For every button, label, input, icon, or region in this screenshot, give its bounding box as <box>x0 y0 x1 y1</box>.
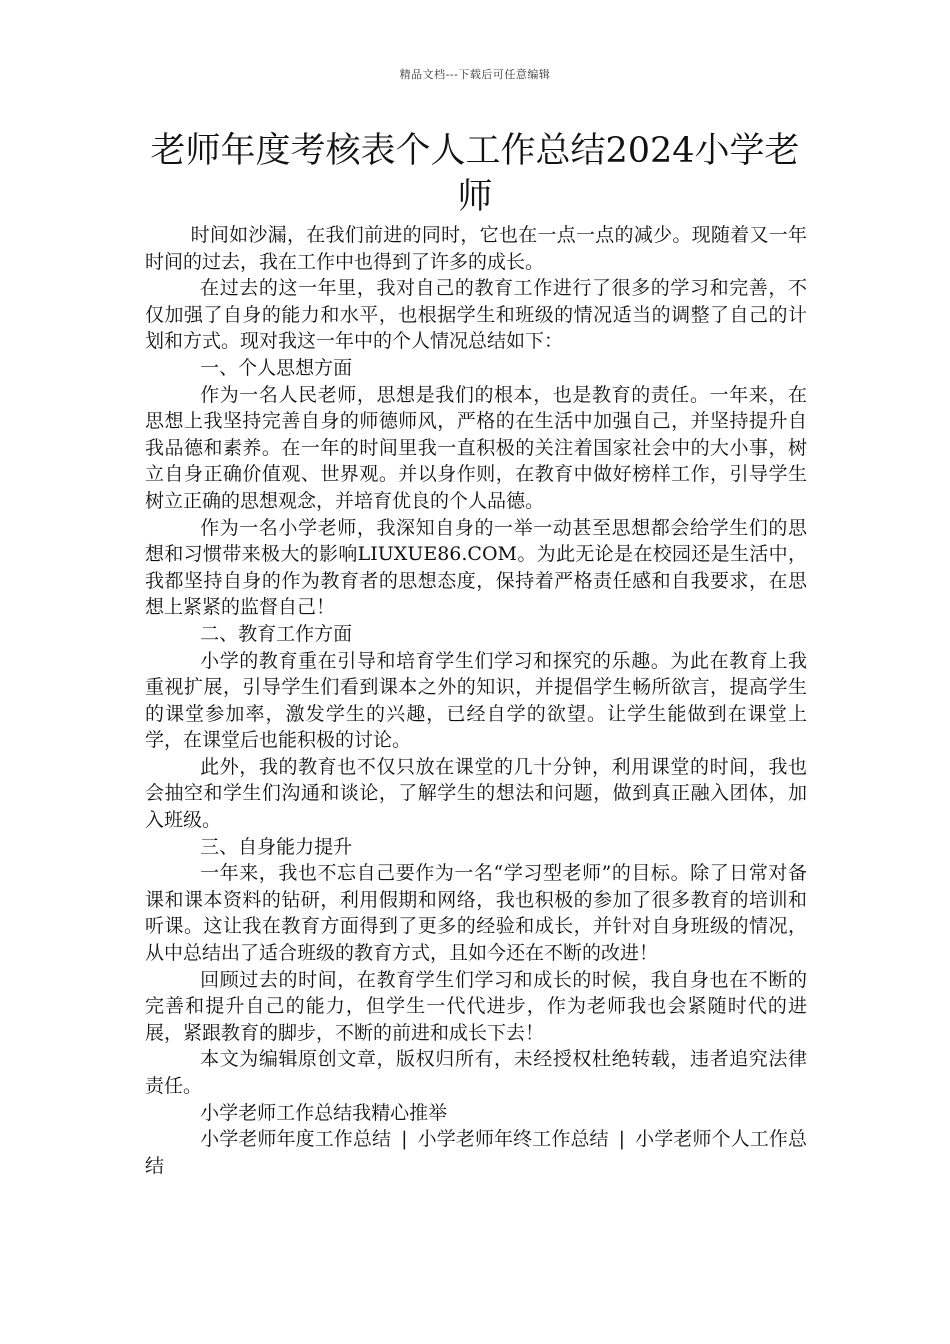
link-separator: | <box>618 1128 626 1151</box>
section-heading: 三、自身能力提升 <box>200 835 353 858</box>
page-title: 老师年度考核表个人工作总结2024小学老师 <box>150 131 800 217</box>
paragraph: 回顾过去的时间，在教育学生们学习和成长的时候，我自身也在不断的完善和提升自己的能力，但学生一代代进步，作为老师我也会紧随时代的进展，紧跟教育的脚步，不断的前进和成长下去！ <box>145 968 807 1044</box>
related-links <box>145 1126 807 1179</box>
paragraph: 小学的教育重在引导和培育学生们学习和探究的乐趣。为此在教育上我重视扩展，引导学生们看到课本之外的知识，并提倡学生畅所欲言，提高学生的课堂参加率，激发学生的兴趣，已经自学的欲望。让学生能做到在课堂上学，在课堂后也能积极的讨论。 <box>145 649 807 752</box>
related-link[interactable]: 小学老师个人工作总结 <box>145 1128 807 1177</box>
paragraph: 作为一名人民老师，思想是我们的根本，也是教育的责任。一年来，在思想上我坚持完善自身的师德师风，严格的在生活中加强自己，并坚持提升自我品德和素养。在一年的时间里我一直积极的关注着国家社会中的大小事，树立自身正确价值观、世界观。并以身作则，在教育中做好榜样工作，引导学生树立正确的思想观念，并培育优良的个人品德。 <box>145 383 807 512</box>
paragraph: 作为一名小学老师，我深知自身的一举一动甚至思想都会给学生们的思想和习惯带来极大的影响LIUXUE86.COM。为此无论是在校园还是生活中，我都坚持自身的作为教育者的思想态度，保持着严格责任感和自我要求，在思想上紧紧的监督自己！ <box>145 516 807 619</box>
header-note: 精品文档---下载后可任意编辑 <box>399 68 551 81</box>
link-separator: | <box>401 1128 408 1151</box>
section-heading: 一、个人思想方面 <box>200 356 353 379</box>
copyright-notice: 本文为编辑原创文章，版权归所有，未经授权杜绝转载，违者追究法律责任。 <box>145 1048 807 1097</box>
paragraph: 一年来，我也不忘自己要作为一名“学习型老师”的目标。除了日常对备课和课本资料的钻研，利用假期和网络，我也积极的参加了很多教育的培训和听课。这让我在教育方面得到了更多的经验和成长，并针对自身班级的情况，从中总结出了适合班级的教育方式，且如今还在不断的改进！ <box>145 862 807 965</box>
body-text <box>145 222 807 1179</box>
paragraph-intro: 时间如沙漏，在我们前进的同时，它也在一点一点的减少。现随着又一年时间的过去，我在工作中也得到了许多的成长。 <box>145 224 807 273</box>
paragraph: 在过去的这一年里，我对自己的教育工作进行了很多的学习和完善，不仅加强了自身的能力和水平，也根据学生和班级的情况适当的调整了自己的计划和方式。现对我这一年中的个人情况总结如下： <box>145 277 807 353</box>
section-heading: 二、教育工作方面 <box>200 622 353 645</box>
paragraph: 此外，我的教育也不仅只放在课堂的几十分钟，利用课堂的时间，我也会抽空和学生们沟通和谈论，了解学生的想法和问题，做到真正融入团体，加入班级。 <box>145 755 807 832</box>
recommend-heading: 小学老师工作总结我精心推举 <box>200 1101 448 1124</box>
related-link[interactable]: 小学老师年度工作总结 <box>200 1128 392 1151</box>
related-link[interactable]: 小学老师年终工作总结 <box>417 1128 609 1151</box>
